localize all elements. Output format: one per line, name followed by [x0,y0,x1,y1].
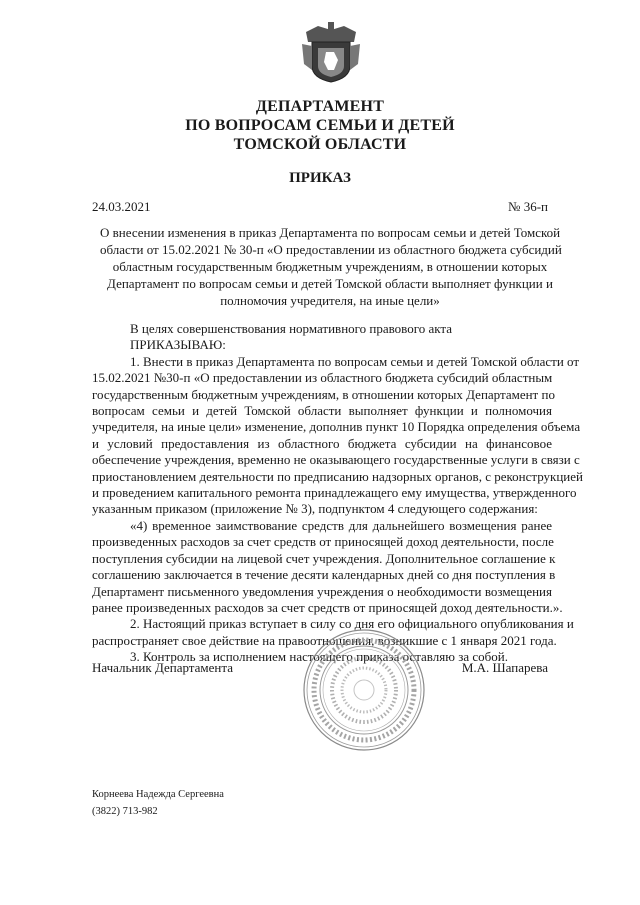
coat-of-arms-icon [298,22,364,84]
subject-line: области от 15.02.2021 № 30-п «О предоставлении из областного бюджета субсидий [100,242,562,257]
body-line: вопросам семьи и детей Томской области выполняет функции и полномочия [92,403,552,419]
body-line: распространяет свое действие на правоотношения, возникшие с 1 января 2021 года. [92,632,557,648]
body-line: соглашению заключается в течение десяти календарных дней со дня поступления в [92,567,556,583]
body-line: 3. Контроль за исполнением настоящего приказа оставляю за собой. [130,649,508,665]
document-number: № 36-п [508,199,548,214]
subject-line: Департамент по вопросам семьи и детей Томской области выполняет функции и [107,276,553,291]
body-line: учредителя, на иные цели» изменение, дополнив пункт 10 Порядка определения объема [92,419,581,435]
subject-line: полномочия учредителя, на иные цели» [220,293,440,308]
department-name-line-1: ДЕПАРТАМЕНТ [255,98,385,115]
body-line: и условий предоставления из областного бюджета субсидии на финансовое [92,435,552,451]
body-line: приостановлением деятельности по предписанию надзорных органов, с реконструкцией [92,468,583,484]
signatory-name: М.А. Шапарева [461,660,548,675]
official-seal-icon [302,628,426,752]
subject-line: областным государственным бюджетным учреждениям, в отношении которых [112,259,548,274]
document-body [92,321,583,666]
signatory-position: Начальник Департамента [92,660,233,675]
document-subject [100,224,560,309]
body-line: и проведением капитального ремонта принадлежащего ему имущества, утвержденного [92,485,577,501]
body-line: поступления субсидии на лицевой счет учреждения. Дополнительное соглашение к [92,550,556,566]
body-line: произведенных расходов за счет средств от приносящей доход деятельности, после [92,534,554,550]
body-line: ПРИКАЗЫВАЮ: [130,337,226,353]
body-line: В целях совершенствования нормативного правового акта [130,321,453,336]
executor-phone: (3822) 713-982 [92,806,158,817]
body-line: указанным приказом (приложение № 3), подпунктом 4 следующего содержания: [92,501,538,517]
body-line: 1. Внести в приказ Департамента по вопросам семьи и детей Томской области от [130,353,580,369]
document-type-title: ПРИКАЗ [289,170,351,186]
body-line: Департамент письменного уведомления учреждения о необходимости возмещения [92,583,552,599]
document-date: 24.03.2021 [92,199,151,214]
body-line: 2. Настоящий приказ вступает в силу со дня его официального опубликования и [130,616,574,632]
executor-name: Корнеева Надежда Сергеевна [92,789,224,800]
department-name-line-2: ПО ВОПРОСАМ СЕМЬИ И ДЕТЕЙ [185,117,455,134]
body-line: государственным бюджетным учреждениям, в отношении которых Департамент по [92,386,555,402]
department-name-line-3: ТОМСКОЙ ОБЛАСТИ [233,136,407,153]
body-line: «4) временное заимствование средств для дальнейшего возмещения ранее [130,517,552,533]
body-line: ранее произведенных расходов за счет средств от приносящей доход деятельности.». [92,599,563,615]
body-line: обеспечение учреждения, временно не оказывающего государственные услуги в связи с [92,452,580,468]
subject-line: О внесении изменения в приказ Департамента по вопросам семьи и детей Томской [100,225,561,240]
body-line: 15.02.2021 №30-п «О предоставлении из областного бюджета субсидий областным [92,370,553,386]
